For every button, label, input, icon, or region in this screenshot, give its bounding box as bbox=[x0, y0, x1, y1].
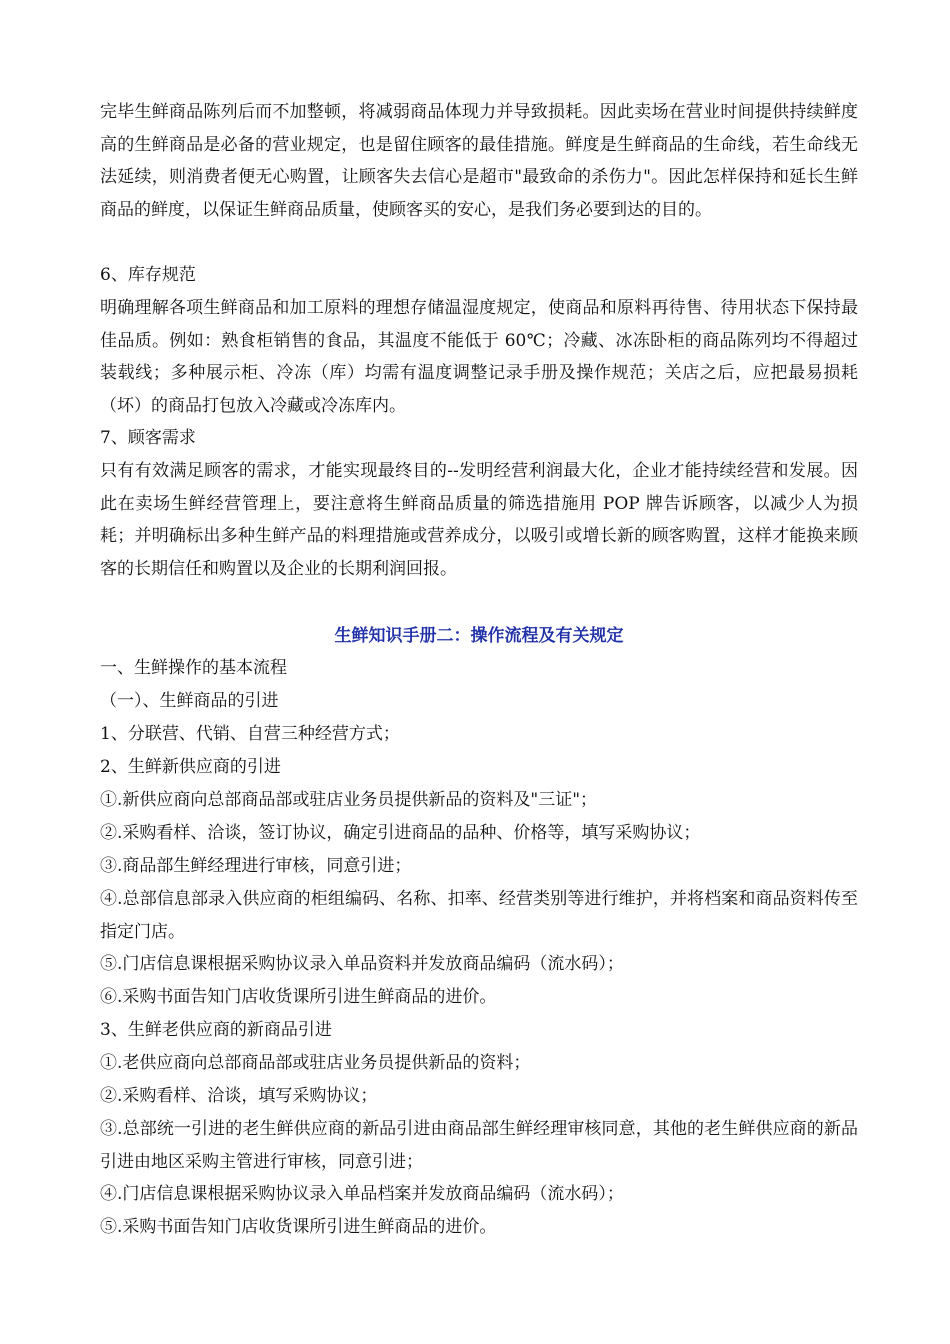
heading-customer-needs: 7、顾客需求 bbox=[100, 428, 196, 448]
paragraph-inventory: 明确理解各项生鲜商品和加工原料的理想存储温湿度规定，使商品和原料再待售、待用状态下保持最佳品质。例如：熟食柜销售的食品，其温度不能低于 60℃；冷藏、冰冻卧柜的商品陈列均不得超过装载线；多种展示柜、冷冻（库）均需有温度调整记录手册及操作规范；关店之后，应把最易损耗（坏）的商品打包放入冷藏或冷冻库内。 bbox=[100, 298, 858, 416]
list-item: ①.老供应商向总部商品部或驻店业务员提供新品的资料； bbox=[100, 1053, 531, 1073]
list-item: ④.总部信息部录入供应商的柜组编码、名称、扣率、经营类别等进行维护，并将档案和商品资料传至指定门店。 bbox=[100, 889, 858, 942]
list-item: ②.采购看样、洽谈，签订协议，确定引进商品的品种、价格等，填写采购协议； bbox=[100, 823, 701, 843]
list-item: ⑥.采购书面告知门店收货课所引进生鲜商品的进价。 bbox=[100, 987, 497, 1007]
paragraph-freshness: 完毕生鲜商品陈列后而不加整顿，将减弱商品体现力并导致损耗。因此卖场在营业时间提供持续鲜度高的生鲜商品是必备的营业规定，也是留住顾客的最佳措施。鲜度是生鲜商品的生命线，若生命线无法延续，则消费者便无心购置，让顾客失去信心是超市"最致命的杀伤力"。因此怎样保持和延长生鲜商品的鲜度，以保证生鲜商品质量，使顾客买的安心，是我们务必要到达的目的。 bbox=[100, 102, 858, 220]
list-item: ⑤.采购书面告知门店收货课所引进生鲜商品的进价。 bbox=[100, 1217, 497, 1237]
paragraph-customer-needs: 只有有效满足顾客的需求，才能实现最终目的--发明经营利润最大化，企业才能持续经营和发展。因此在卖场生鲜经营管理上，要注意将生鲜商品质量的筛选措施用 POP 牌告诉顾客，以减少人为损耗；并明确标出多种生鲜产品的料理措施或营养成分，以吸引或增长新的顾客购置，这样才能换来顾客的长期信任和购置以及企业的长期利润回报。 bbox=[100, 461, 858, 579]
list-item: ③.商品部生鲜经理进行审核，同意引进； bbox=[100, 856, 412, 876]
heading-inventory: 6、库存规范 bbox=[100, 265, 196, 285]
list-item: ③.总部统一引进的老生鲜供应商的新品引进由商品部生鲜经理审核同意，其他的老生鲜供应商的新品引进由地区采购主管进行审核，同意引进； bbox=[100, 1119, 858, 1172]
list-item: ⑤.门店信息课根据采购协议录入单品资料并发放商品编码（流水码）； bbox=[100, 954, 624, 974]
list-item: 2、生鲜新供应商的引进 bbox=[100, 757, 281, 777]
list-item: ①.新供应商向总部商品部或驻店业务员提供新品的资料及"三证"； bbox=[100, 790, 598, 810]
heading-basic-flow: 一、生鲜操作的基本流程 bbox=[100, 658, 287, 678]
list-item: 1、分联营、代销、自营三种经营方式； bbox=[100, 724, 400, 744]
list-item: ②.采购看样、洽谈，填写采购协议； bbox=[100, 1086, 378, 1106]
list-item: ④.门店信息课根据采购协议录入单品档案并发放商品编码（流水码）； bbox=[100, 1184, 624, 1204]
section-title: 生鲜知识手册二：操作流程及有关规定 bbox=[334, 626, 624, 646]
list-item: 3、生鲜老供应商的新商品引进 bbox=[100, 1020, 332, 1040]
heading-introduction: （一）、生鲜商品的引进 bbox=[100, 691, 279, 711]
